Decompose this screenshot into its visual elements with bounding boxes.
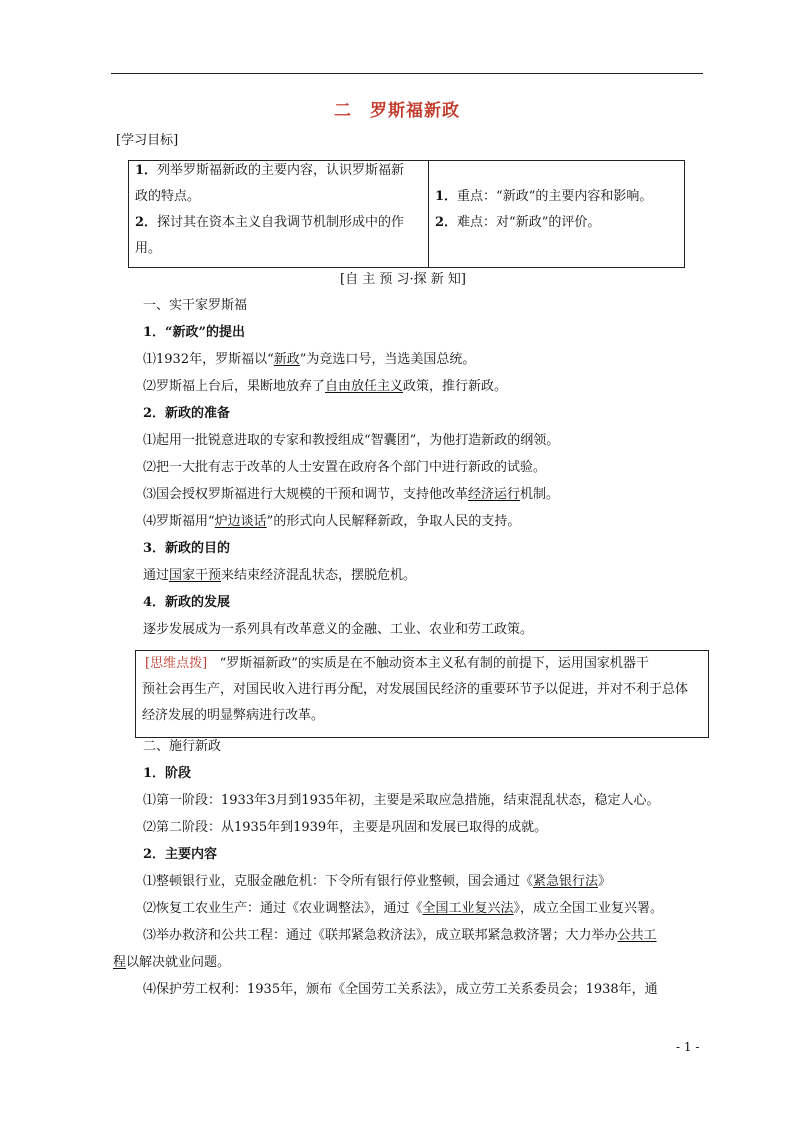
paragraph-continuation: 程以解决就业问题。	[113, 955, 231, 970]
header-rule	[111, 73, 703, 74]
subheading: 3．新政的目的	[143, 541, 231, 556]
thinking-tip-box	[135, 650, 709, 738]
tip-line: 经济发展的明显弊病进行改革。	[142, 708, 325, 723]
lesson-title: 二 罗斯福新政	[334, 101, 460, 121]
goal-line: 1．列举罗斯福新政的主要内容，认识罗斯福新	[135, 163, 405, 178]
paragraph: ⑵把一大批有志于改革的人士安置在政府各个部门中进行新政的试验。	[143, 460, 547, 475]
section-banner: [自 主 预 习·探 新 知]	[340, 272, 466, 287]
paragraph: 通过国家干预来结束经济混乱状态，摆脱危机。	[143, 568, 417, 583]
subheading: 2．主要内容	[143, 847, 218, 862]
table-divider	[428, 161, 429, 267]
tip-line: 预社会再生产，对国民收入进行再分配，对发展国民经济的重要环节予以促进，并对不利于总体	[142, 682, 689, 697]
paragraph: ⑵恢复工农业生产：通过《农业调整法》，通过《全国工业复兴法》，成立全国工业复兴署。	[143, 901, 664, 916]
tip-line: [思维点拨] “罗斯福新政”的实质是在不触动资本主义私有制的前提下，运用国家机器干	[142, 651, 704, 677]
tip-label: [思维点拨]	[145, 656, 208, 671]
subheading: 1．“新政”的提出	[143, 325, 246, 340]
section-heading: 二、施行新政	[143, 739, 222, 754]
subheading: 4．新政的发展	[143, 595, 231, 610]
section-heading: 一、实干家罗斯福	[143, 298, 248, 313]
goals-right-cell	[435, 184, 685, 236]
goal-line: 政的特点。	[135, 189, 201, 204]
goal-line: 2．探讨其在资本主义自我调节机制形成中的作	[135, 215, 405, 230]
paragraph: ⑴1932年，罗斯福以“新政”为竞选口号，当选美国总统。	[143, 352, 476, 367]
goals-left-cell	[135, 158, 425, 262]
paragraph: ⑷保护劳工权利：1935年，颁布《全国劳工关系法》，成立劳工关系委员会；1938年，通	[143, 982, 658, 997]
goal-line: 1．重点：“新政”的主要内容和影响。	[435, 189, 653, 204]
paragraph: 逐步发展成为一系列具有改革意义的金融、工业、农业和劳工政策。	[143, 622, 534, 637]
paragraph: ⑴起用一批锐意进取的专家和教授组成“智囊团”，为他打造新政的纲领。	[143, 433, 560, 448]
paragraph: ⑶举办救济和公共工程：通过《联邦紧急救济法》，成立联邦紧急救济署；大力举办公共工	[143, 928, 657, 943]
subheading: 2．新政的准备	[143, 406, 231, 421]
paragraph: ⑶国会授权罗斯福进行大规模的干预和调节，支持他改革经济运行机制。	[143, 487, 560, 502]
goals-label: [学习目标]	[116, 133, 179, 148]
subheading: 1．阶段	[143, 766, 192, 781]
learning-goals-table	[128, 160, 685, 268]
paragraph: ⑷罗斯福用“炉边谈话”的形式向人民解释新政，争取人民的支持。	[143, 514, 521, 529]
goal-line: 用。	[135, 241, 162, 256]
goal-line: 2．难点：对“新政”的评价。	[435, 215, 601, 230]
paragraph: ⑴第一阶段：1933年3月到1935年初，主要是采取应急措施，结束混乱状态，稳定人心。	[143, 793, 660, 808]
paragraph: ⑵第二阶段：从1935年到1939年，主要是巩固和发展已取得的成就。	[143, 820, 548, 835]
paragraph: ⑵罗斯福上台后，果断地放弃了自由放任主义政策，推行新政。	[143, 379, 508, 394]
paragraph: ⑴整顿银行业，克服金融危机：下令所有银行停业整顿，国会通过《紧急银行法》	[143, 874, 612, 889]
page-number: - 1 -	[676, 1040, 700, 1054]
